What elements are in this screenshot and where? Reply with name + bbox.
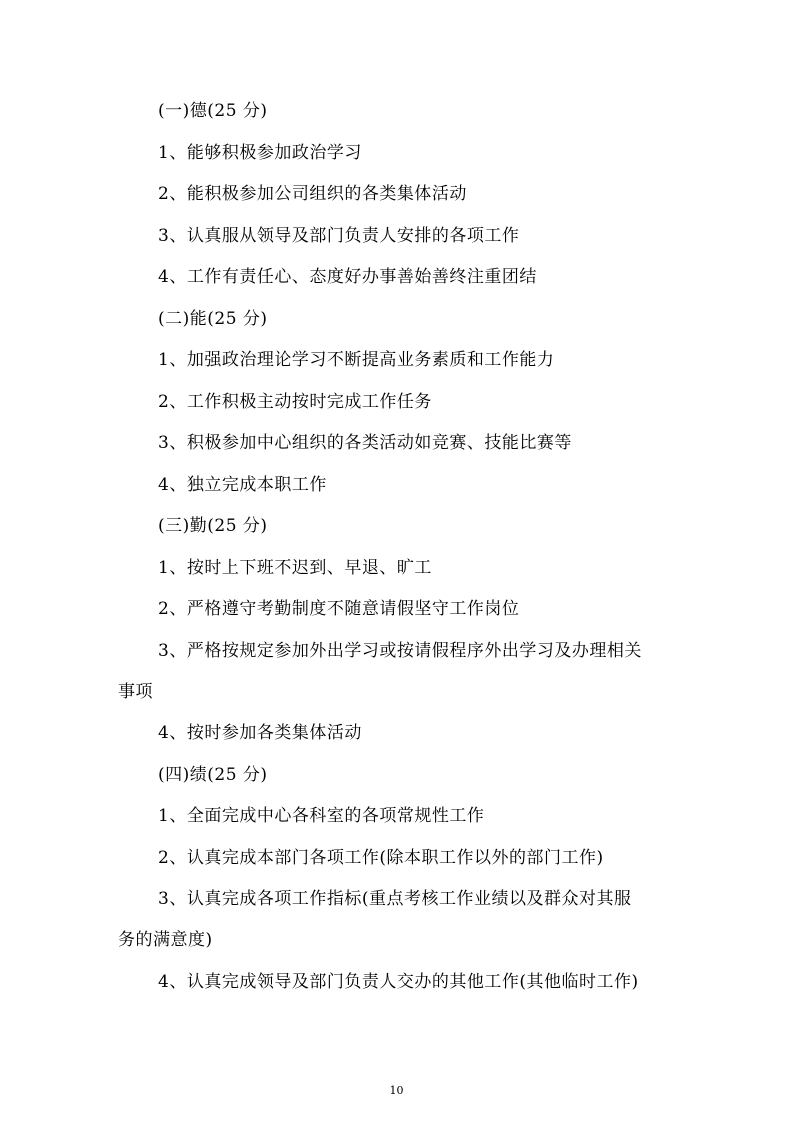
section-heading-ji: (四)绩(25 分): [158, 765, 268, 785]
list-item: 3、认真完成各项工作指标(重点考核工作业绩以及群众对其服: [158, 889, 632, 909]
list-item: 1、全面完成中心各科室的各项常规性工作: [158, 806, 485, 826]
section-heading-neng: (二)能(25 分): [158, 309, 268, 329]
list-item-continuation: 务的满意度): [118, 930, 213, 950]
section-heading-de: (一)德(25 分): [158, 101, 268, 121]
list-item: 2、工作积极主动按时完成工作任务: [158, 392, 432, 412]
page-number: 10: [389, 1084, 404, 1097]
list-item: 3、积极参加中心组织的各类活动如竞赛、技能比赛等: [158, 433, 572, 453]
list-item: 4、独立完成本职工作: [158, 475, 327, 495]
list-item: 2、严格遵守考勤制度不随意请假坚守工作岗位: [158, 599, 520, 619]
list-item: 2、认真完成本部门各项工作(除本职工作以外的部门工作): [158, 848, 604, 868]
list-item: 4、认真完成领导及部门负责人交办的其他工作(其他临时工作): [158, 972, 639, 992]
list-item: 3、认真服从领导及部门负责人安排的各项工作: [158, 226, 520, 246]
list-item: 3、严格按规定参加外出学习或按请假程序外出学习及办理相关: [158, 641, 642, 661]
list-item: 1、按时上下班不迟到、早退、旷工: [158, 558, 432, 578]
section-heading-qin: (三)勤(25 分): [158, 516, 268, 536]
list-item: 1、加强政治理论学习不断提高业务素质和工作能力: [158, 350, 555, 370]
list-item: 4、按时参加各类集体活动: [158, 723, 362, 743]
list-item: 1、能够积极参加政治学习: [158, 143, 362, 163]
list-item: 4、工作有责任心、态度好办事善始善终注重团结: [158, 267, 537, 287]
list-item: 2、能积极参加公司组织的各类集体活动: [158, 184, 467, 204]
list-item-continuation: 事项: [118, 682, 153, 702]
